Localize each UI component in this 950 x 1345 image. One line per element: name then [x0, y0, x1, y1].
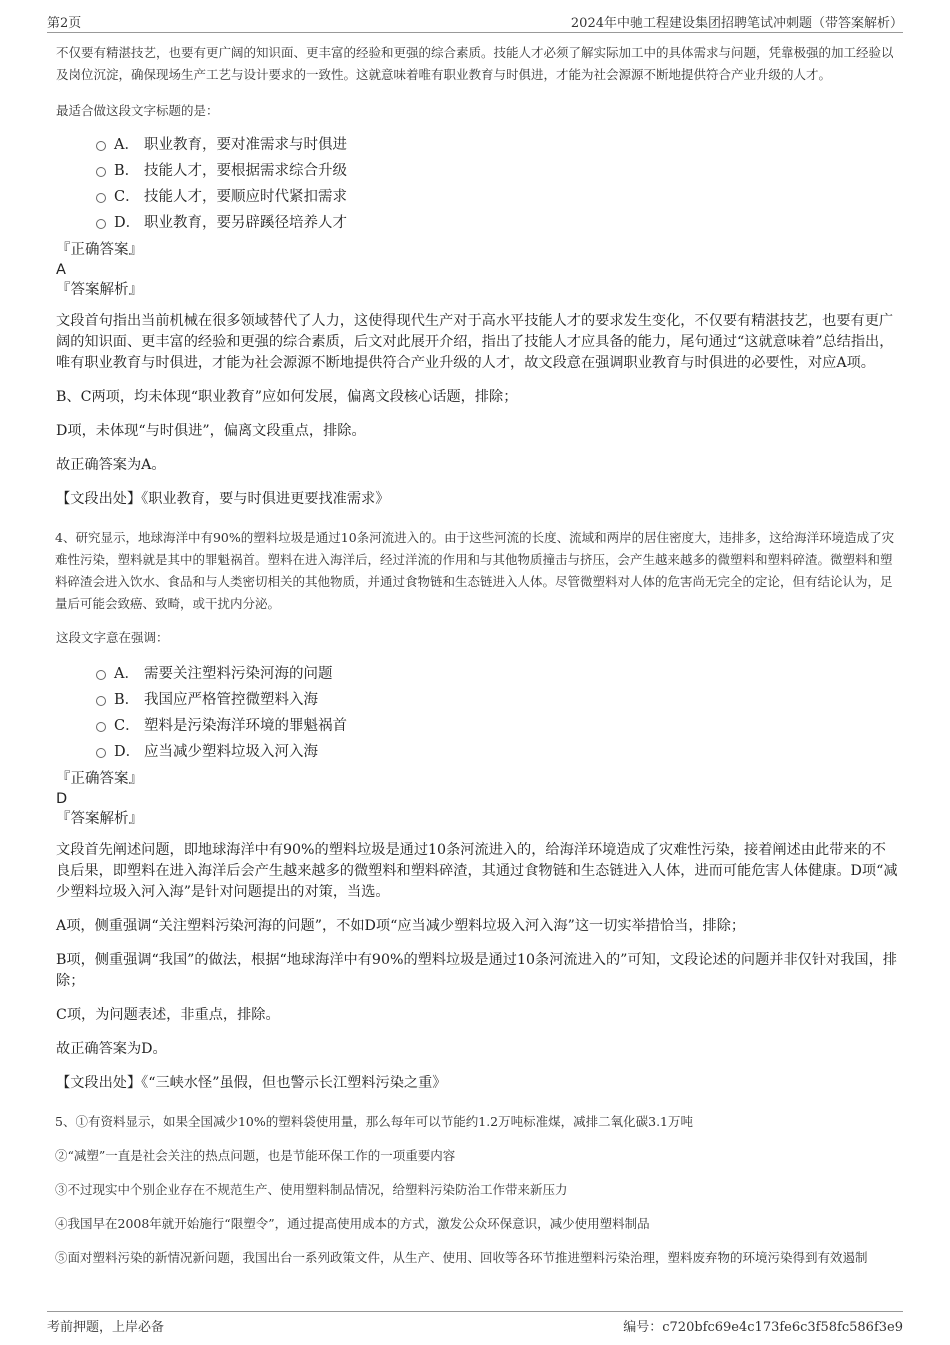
q3-option-a[interactable]	[56, 132, 900, 158]
footer-slogan: 考前押题，上岸必备	[47, 1320, 165, 1335]
radio-icon[interactable]	[96, 748, 106, 758]
radio-icon[interactable]	[96, 722, 106, 732]
option-letter: C．	[114, 189, 140, 205]
document-body	[56, 40, 900, 1269]
q3-passage: 不仅要有精湛技艺，也要有更广阔的知识面、更丰富的经验和更强的综合素质。技能人才必须了解实际加工中的具体需求与问题，凭靠极强的加工经验以及岗位沉淀，确保现场生产工艺与设计要求的一致性。这就意味着唯有职业教育与时俱进，才能为社会源源不断地提供符合产业升级的人才。	[56, 45, 894, 82]
q4-prompt: 这段文字意在强调：	[56, 630, 169, 645]
q3-correct-label: 『正确答案』	[56, 242, 143, 258]
radio-icon[interactable]	[96, 141, 106, 151]
option-text: 我国应严格管控微塑料入海	[144, 692, 318, 708]
option-text: 技能人才，要根据需求综合升级	[144, 163, 347, 179]
q4-options	[56, 661, 900, 765]
q4-conclusion: 故正确答案为D。	[56, 1041, 167, 1057]
radio-icon[interactable]	[96, 167, 106, 177]
q3-source: 【文段出处】《职业教育，要与时俱进更要找准需求》	[56, 491, 390, 507]
q4-analysis-c: C项，为问题表述，非重点，排除。	[56, 1007, 280, 1023]
option-text: 应当减少塑料垃圾入河入海	[144, 744, 318, 760]
page-footer	[47, 1311, 903, 1338]
q3-options	[56, 132, 900, 236]
document-code: 编号：c720bfc69e4c173fe6c3f58fc586f3e9	[623, 1320, 903, 1335]
radio-icon[interactable]	[96, 670, 106, 680]
q4-analysis-a: A项，侧重强调“关注塑料污染河海的问题”，不如D项“应当减少塑料垃圾入河入海”这一切实举措恰当，排除；	[56, 918, 746, 934]
q4-option-b[interactable]	[56, 687, 900, 713]
radio-icon[interactable]	[96, 696, 106, 706]
option-letter: A．	[114, 137, 139, 153]
q4-analysis-label: 『答案解析』	[56, 811, 143, 827]
q4-option-d[interactable]	[56, 739, 900, 765]
option-text: 职业教育，要另辟蹊径培养人才	[144, 215, 347, 231]
option-text: 技能人才，要顺应时代紧扣需求	[144, 189, 347, 205]
q4-source: 【文段出处】《“三峡水怪”虽假，但也警示长江塑料污染之重》	[56, 1075, 447, 1091]
q3-option-d[interactable]	[56, 210, 900, 236]
radio-icon[interactable]	[96, 219, 106, 229]
q3-conclusion: 故正确答案为A。	[56, 457, 166, 473]
option-letter: A．	[114, 666, 139, 682]
option-letter: B．	[114, 692, 140, 708]
q5-sentence-2: ②“减塑”一直是社会关注的热点问题，也是节能环保工作的一项重要内容	[55, 1148, 456, 1163]
document-title: 2024年中驰工程建设集团招聘笔试冲刺题（带答案解析）	[570, 16, 903, 31]
page-header	[47, 10, 903, 33]
q5-sentence-1: 5、①有资料显示，如果全国减少10%的塑料袋使用量，那么每年可以节能约1.2万吨标准煤，减排二氧化碳3.1万吨	[55, 1114, 693, 1129]
q3-answer: A	[56, 262, 66, 278]
q5-sentence-4: ④我国早在2008年就开始施行“限塑令”，通过提高使用成本的方式，激发公众环保意识，减少使用塑料制品	[55, 1216, 650, 1231]
q4-analysis-main: 文段首先阐述问题，即地球海洋中有90%的塑料垃圾是通过10条河流进入的，给海洋环境造成了灾难性污染，接着阐述由此带来的不良后果，即塑料在进入海洋后会产生越来越多的微塑料和塑料碎渣，其通过食物链和生态链进入人体，进而可能危害人体健康。D项“减少塑料垃圾入河入海”是针对问题提出的对策，当选。	[56, 842, 898, 900]
radio-icon[interactable]	[96, 193, 106, 203]
q4-answer: D	[56, 791, 68, 807]
page-number: 第2页	[47, 16, 82, 31]
option-letter: B．	[114, 163, 140, 179]
q5-sentence-5: ⑤面对塑料污染的新情况新问题，我国出台一系列政策文件，从生产、使用、回收等各环节推进塑料污染治理，塑料废弃物的环境污染得到有效遏制	[55, 1250, 868, 1265]
q3-analysis-d: D项，未体现“与时俱进”，偏离文段重点，排除。	[56, 423, 366, 439]
q3-analysis-bc: B、C两项，均未体现“职业教育”应如何发展，偏离文段核心话题，排除；	[56, 389, 518, 405]
q4-option-c[interactable]	[56, 713, 900, 739]
option-letter: D．	[114, 215, 141, 231]
q3-analysis-label: 『答案解析』	[56, 282, 143, 298]
q3-option-b[interactable]	[56, 158, 900, 184]
q4-analysis-b: B项，侧重强调“我国”的做法，根据“地球海洋中有90%的塑料垃圾是通过10条河流进入的”可知，文段论述的问题并非仅针对我国，排除；	[56, 952, 897, 989]
option-text: 需要关注塑料污染河海的问题	[144, 666, 333, 682]
q4-correct-label: 『正确答案』	[56, 771, 143, 787]
q3-analysis-main: 文段首句指出当前机械在很多领域替代了人力，这使得现代生产对于高水平技能人才的要求发生变化，不仅要有精湛技艺，也要有更广阔的知识面、更丰富的经验和更强的综合素质，后文对此展开介绍，指出了技能人才应具备的能力，尾句通过“这就意味着”总结指出，唯有职业教育与时俱进，才能为社会源源不断地提供符合产业升级的人才，故文段意在强调职业教育与时俱进的必要性，对应A项。	[56, 313, 894, 371]
q3-prompt: 最适合做这段文字标题的是：	[56, 103, 219, 118]
option-letter: C．	[114, 718, 140, 734]
q5-sentence-3: ③不过现实中个别企业存在不规范生产、使用塑料制品情况，给塑料污染防治工作带来新压力	[55, 1182, 568, 1197]
q3-option-c[interactable]	[56, 184, 900, 210]
q4-passage: 4、研究显示，地球海洋中有90%的塑料垃圾是通过10条河流进入的。由于这些河流的长度、流域和两岸的居住密度大，违排多，这给海洋环境造成了灾难性污染，塑料就是其中的罪魁祸首。塑料在进入海洋后，经过洋流的作用和与其他物质撞击与挤压，会产生越来越多的微塑料和塑料碎渣。微塑料和塑料碎渣会进入饮水、食品和与人类密切相关的其他物质，并通过食物链和生态链进入人体。尽管微塑料对人体的危害尚无完全的定论，但有结论认为，足量后可能会致癌、致畸，或干扰内分泌。	[55, 530, 895, 611]
option-text: 塑料是污染海洋环境的罪魁祸首	[144, 718, 347, 734]
option-text: 职业教育，要对准需求与时俱进	[144, 137, 347, 153]
option-letter: D．	[114, 744, 141, 760]
q4-option-a[interactable]	[56, 661, 900, 687]
